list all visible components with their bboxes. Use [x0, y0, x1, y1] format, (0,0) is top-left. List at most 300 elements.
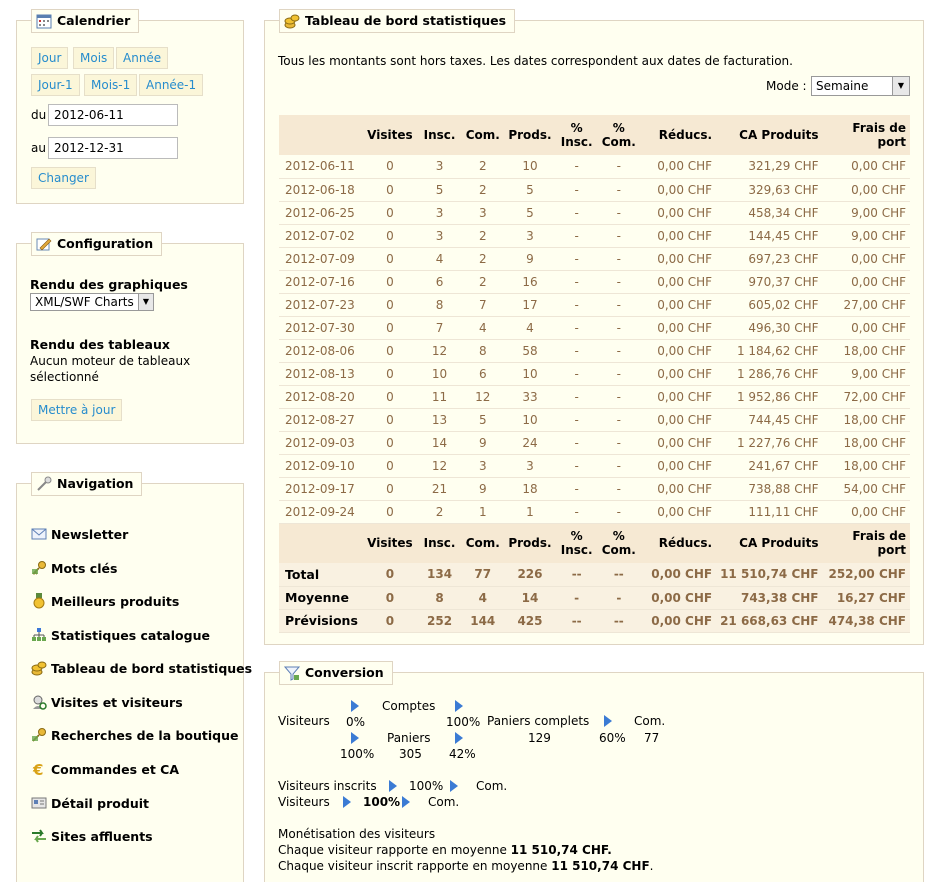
column-header-line: Insc.: [423, 536, 456, 551]
summary-cell: 0,00 CHF: [640, 609, 716, 632]
column-header-line: Insc.: [560, 543, 593, 558]
column-header-line: %: [570, 529, 583, 544]
mode-select[interactable]: [811, 76, 910, 96]
table-cell: -: [556, 293, 598, 316]
conversion-legend: [279, 661, 393, 685]
table-cell: 970,37 CHF: [716, 270, 822, 293]
table-cell: 27,00 CHF: [823, 293, 911, 316]
table-cell: 0: [362, 431, 418, 454]
summary-cell: --: [598, 609, 640, 632]
summary-cell: -: [598, 586, 640, 609]
summary-cell: 474,38 CHF: [823, 609, 911, 632]
column-header-line: Visites: [367, 536, 413, 551]
column-header: [418, 115, 461, 155]
column-header: [598, 115, 640, 155]
row-date: 2012-09-24: [279, 500, 362, 523]
dashboard-title: Tableau de bord statistiques: [305, 13, 507, 28]
registered-visitors-label: Visiteurs inscrits: [278, 779, 377, 793]
summary-cell: 11 510,74 CHF: [716, 563, 822, 586]
table-render-label: Rendu des tableaux: [30, 337, 170, 352]
table-cell: 8: [461, 339, 504, 362]
table-row: [279, 247, 910, 270]
stats-table: [279, 115, 910, 633]
table-cell: 2: [461, 178, 504, 201]
table-cell: 21: [418, 477, 461, 500]
table-cell: 144,45 CHF: [716, 224, 822, 247]
table-cell: 0,00 CHF: [823, 316, 911, 339]
monetization-line-1: [278, 843, 612, 857]
row-date: 2012-08-13: [279, 362, 362, 385]
monetization-text: Chaque visiteur rapporte en moyenne: [278, 843, 511, 857]
column-header: [461, 115, 504, 155]
arrow-right-icon: [351, 700, 359, 712]
table-cell: 0,00 CHF: [640, 178, 716, 201]
table-cell: 10: [504, 362, 555, 385]
previous-year-button[interactable]: Année-1: [139, 74, 203, 96]
conversion-title: Conversion: [305, 665, 384, 680]
table-cell: 0: [362, 339, 418, 362]
configuration-legend: [31, 232, 162, 256]
table-cell: 13: [418, 408, 461, 431]
table-cell: 0: [362, 247, 418, 270]
summary-cell: 252,00 CHF: [823, 563, 911, 586]
table-cell: -: [556, 316, 598, 339]
dashboard-legend: [279, 9, 515, 33]
summary-cell: 14: [504, 586, 555, 609]
from-label: du: [31, 108, 47, 122]
table-cell: 9: [504, 247, 555, 270]
summary-cell: 743,38 CHF: [716, 586, 822, 609]
visitors-to-carts-rate: 100%: [340, 747, 375, 761]
nav-item-label: Mots clés: [51, 560, 118, 576]
table-cell: -: [598, 201, 640, 224]
table-row: [279, 270, 910, 293]
calendar-legend: [31, 9, 139, 33]
table-cell: 6: [461, 362, 504, 385]
table-cell: 5: [504, 201, 555, 224]
summary-cell: 425: [504, 609, 555, 632]
table-render-note-2: sélectionné: [30, 370, 99, 384]
navigation-title: Navigation: [57, 476, 134, 491]
chevron-down-icon: ▼: [892, 77, 909, 95]
monetization-period: .: [649, 859, 654, 873]
column-header-line: Prods.: [508, 128, 552, 142]
summary-cell: 8: [418, 586, 461, 609]
column-header: [362, 523, 418, 563]
month-button[interactable]: Mois: [73, 47, 114, 69]
configuration-title: Configuration: [57, 236, 154, 251]
table-cell: 0,00 CHF: [640, 431, 716, 454]
row-date: 2012-08-20: [279, 385, 362, 408]
carts-label: Paniers: [387, 731, 431, 745]
table-cell: -: [598, 408, 640, 431]
table-cell: 0,00 CHF: [640, 270, 716, 293]
column-header: [823, 115, 911, 155]
to-date-input[interactable]: [48, 137, 178, 159]
accounts-rate: 0%: [346, 715, 366, 729]
table-cell: -: [598, 477, 640, 500]
table-cell: 7: [418, 316, 461, 339]
calendar-panel: [16, 13, 244, 204]
summary-cell: 21 668,63 CHF: [716, 609, 822, 632]
arrow-right-icon: [604, 715, 612, 727]
table-cell: -: [556, 454, 598, 477]
column-header: [640, 523, 716, 563]
table-cell: 3: [461, 201, 504, 224]
table-cell: -: [556, 247, 598, 270]
table-cell: 5: [418, 178, 461, 201]
table-cell: 10: [504, 155, 555, 178]
table-cell: 0: [362, 316, 418, 339]
carts-to-full-rate: 42%: [449, 747, 476, 761]
summary-cell: 4: [461, 586, 504, 609]
row-date: 2012-08-27: [279, 408, 362, 431]
table-cell: 0,00 CHF: [640, 454, 716, 477]
table-cell: 0,00 CHF: [640, 224, 716, 247]
accounts-label: Comptes: [382, 699, 436, 713]
table-cell: -: [556, 270, 598, 293]
key-icon: [31, 560, 47, 576]
chevron-down-icon: ▼: [138, 294, 153, 310]
table-cell: 3: [418, 155, 461, 178]
column-header-line: %: [612, 529, 625, 544]
table-cell: 12: [461, 385, 504, 408]
table-row: [279, 201, 910, 224]
graph-render-label: Rendu des graphiques: [30, 277, 188, 292]
table-cell: -: [598, 339, 640, 362]
table-cell: -: [556, 408, 598, 431]
row-date: 2012-06-18: [279, 178, 362, 201]
table-row: [279, 500, 910, 523]
carts-value: 305: [399, 747, 422, 761]
column-header: [556, 523, 598, 563]
table-cell: -: [556, 500, 598, 523]
table-cell: 9: [461, 477, 504, 500]
table-cell: -: [598, 431, 640, 454]
summary-label: Total: [279, 563, 362, 586]
row-date: 2012-07-23: [279, 293, 362, 316]
graph-render-select[interactable]: [30, 293, 154, 311]
table-cell: 5: [461, 408, 504, 431]
arrow-right-icon: [351, 732, 359, 744]
table-row: [279, 385, 910, 408]
nav-item-label: Statistiques catalogue: [51, 627, 210, 643]
table-cell: -: [556, 362, 598, 385]
row-date: 2012-06-25: [279, 201, 362, 224]
funnel-icon: [284, 665, 300, 681]
monetization-text: Chaque visiteur inscrit rapporte en moyenne: [278, 859, 552, 873]
summary-row: [279, 586, 910, 609]
table-cell: 458,34 CHF: [716, 201, 822, 224]
table-row: [279, 454, 910, 477]
table-cell: 8: [418, 293, 461, 316]
arrow-right-icon: [450, 780, 458, 792]
table-cell: 0,00 CHF: [823, 500, 911, 523]
table-row: [279, 293, 910, 316]
table-cell: 0: [362, 178, 418, 201]
table-cell: 0: [362, 385, 418, 408]
visitor-icon: [31, 694, 47, 710]
table-cell: 0,00 CHF: [640, 155, 716, 178]
table-cell: 329,63 CHF: [716, 178, 822, 201]
monetization-title: Monétisation des visiteurs: [278, 827, 436, 841]
table-cell: 111,11 CHF: [716, 500, 822, 523]
row-date: 2012-09-03: [279, 431, 362, 454]
column-header: [461, 523, 504, 563]
row-date: 2012-07-30: [279, 316, 362, 339]
search-key-icon: [31, 727, 47, 743]
summary-cell: --: [598, 563, 640, 586]
medal-icon: [31, 593, 47, 609]
table-cell: 18,00 CHF: [823, 408, 911, 431]
table-cell: -: [556, 385, 598, 408]
table-cell: 0: [362, 270, 418, 293]
visitors-label: Visiteurs: [278, 714, 330, 728]
column-header-line: Com.: [601, 135, 636, 149]
table-cell: -: [598, 385, 640, 408]
amounts-note: Tous les montants sont hors taxes. Les dates correspondent aux dates de facturation.: [278, 54, 793, 68]
table-cell: 9,00 CHF: [823, 201, 911, 224]
monetization-value: 11 510,74 CHF.: [510, 843, 612, 857]
table-cell: 0,00 CHF: [823, 155, 911, 178]
full-carts-value: 129: [528, 731, 551, 745]
table-cell: 744,45 CHF: [716, 408, 822, 431]
table-cell: 0: [362, 201, 418, 224]
table-cell: 0: [362, 224, 418, 247]
summary-row: [279, 609, 910, 632]
table-cell: 0,00 CHF: [640, 385, 716, 408]
table-cell: 0: [362, 362, 418, 385]
table-cell: 0: [362, 408, 418, 431]
nav-item-visits[interactable]: [31, 694, 183, 710]
table-cell: 18: [504, 477, 555, 500]
table-cell: 72,00 CHF: [823, 385, 911, 408]
table-cell: 16: [504, 270, 555, 293]
table-cell: 4: [461, 316, 504, 339]
monetization-line-2: [278, 859, 653, 873]
table-cell: 738,88 CHF: [716, 477, 822, 500]
column-header-line: Prods.: [508, 536, 552, 551]
conversion-panel: [264, 665, 924, 882]
table-cell: 2: [461, 224, 504, 247]
nav-item-newsletter[interactable]: [31, 526, 128, 542]
column-header-line: Insc.: [560, 135, 593, 149]
table-cell: 0: [362, 477, 418, 500]
coins-icon: [284, 13, 300, 29]
table-cell: 9,00 CHF: [823, 224, 911, 247]
table-cell: 3: [504, 454, 555, 477]
arrow-right-icon: [402, 796, 410, 808]
column-header-line: Com.: [601, 543, 636, 558]
column-header-line: %: [570, 121, 583, 135]
nav-item-product-detail[interactable]: [31, 795, 149, 811]
column-header-line: Frais de port: [852, 529, 906, 558]
column-header: [716, 523, 822, 563]
table-cell: -: [556, 178, 598, 201]
previous-month-button[interactable]: Mois-1: [84, 74, 137, 96]
nav-item-referrers[interactable]: [31, 828, 153, 844]
nav-item-keywords[interactable]: [31, 560, 117, 576]
calendar-title: Calendrier: [57, 13, 131, 28]
column-header-line: %: [612, 121, 625, 135]
summary-label: Moyenne: [279, 586, 362, 609]
column-header-line: CA Produits: [739, 128, 819, 142]
graph-render-value: XML/SWF Charts: [35, 295, 134, 309]
configuration-icon: [36, 236, 52, 252]
table-cell: 697,23 CHF: [716, 247, 822, 270]
table-cell: -: [556, 431, 598, 454]
column-header-line: Réducs.: [658, 128, 713, 142]
summary-row: [279, 563, 910, 586]
summary-cell: 0: [362, 563, 418, 586]
table-cell: 2: [418, 500, 461, 523]
table-cell: 12: [418, 339, 461, 362]
table-cell: 2: [461, 247, 504, 270]
navigation-legend: [31, 472, 142, 496]
table-cell: 0,00 CHF: [640, 339, 716, 362]
column-header-line: Insc.: [423, 128, 456, 142]
table-cell: -: [598, 155, 640, 178]
row-date: 2012-06-11: [279, 155, 362, 178]
table-cell: -: [598, 316, 640, 339]
column-header-line: Visites: [367, 128, 413, 142]
table-cell: 0: [362, 500, 418, 523]
table-cell: 0,00 CHF: [640, 201, 716, 224]
euro-icon: [31, 761, 47, 777]
table-row: [279, 477, 910, 500]
table-cell: 605,02 CHF: [716, 293, 822, 316]
table-cell: 0,00 CHF: [640, 293, 716, 316]
table-cell: -: [598, 247, 640, 270]
nav-item-label: Détail produit: [51, 795, 149, 811]
day-button[interactable]: Jour: [31, 47, 68, 69]
column-header: [823, 523, 911, 563]
table-cell: 11: [418, 385, 461, 408]
to-label: au: [31, 141, 46, 155]
column-header: [504, 523, 555, 563]
nav-item-label: Meilleurs produits: [51, 593, 180, 609]
table-cell: 0,00 CHF: [640, 477, 716, 500]
table-row: [279, 362, 910, 385]
update-button[interactable]: Mettre à jour: [31, 399, 122, 421]
table-cell: 12: [418, 454, 461, 477]
table-cell: 18,00 CHF: [823, 431, 911, 454]
table-render-note-1: Aucun moteur de tableaux: [30, 354, 191, 368]
table-row: [279, 408, 910, 431]
table-cell: 10: [504, 408, 555, 431]
table-cell: 18,00 CHF: [823, 454, 911, 477]
table-cell: 0: [362, 155, 418, 178]
table-cell: 1 952,86 CHF: [716, 385, 822, 408]
orders-label: Com.: [634, 714, 666, 728]
column-header-line: Frais de port: [852, 121, 906, 149]
mode-label: Mode :: [766, 79, 807, 93]
table-cell: 0,00 CHF: [823, 178, 911, 201]
table-cell: 1 227,76 CHF: [716, 431, 822, 454]
summary-cell: 0: [362, 609, 418, 632]
change-button[interactable]: Changer: [31, 167, 96, 189]
arrow-right-icon: [455, 732, 463, 744]
dashboard-panel: [264, 13, 924, 645]
table-cell: 0,00 CHF: [640, 500, 716, 523]
nav-item-best-products[interactable]: [31, 593, 179, 609]
coins-icon: [31, 660, 47, 676]
product-icon: [31, 795, 47, 811]
summary-cell: 0: [362, 586, 418, 609]
envelope-icon: [31, 526, 47, 542]
navigation-icon: [36, 476, 52, 492]
table-cell: 1: [461, 500, 504, 523]
navigation-panel: [16, 476, 253, 882]
from-date-input[interactable]: [48, 104, 178, 126]
table-cell: -: [598, 500, 640, 523]
stats-header-row: [279, 115, 910, 155]
table-cell: 0,00 CHF: [640, 316, 716, 339]
tree-icon: [31, 627, 47, 643]
nav-item-shop-searches[interactable]: [31, 727, 239, 743]
nav-item-label: Recherches de la boutique: [51, 727, 239, 743]
column-header: [556, 115, 598, 155]
table-cell: 0: [362, 454, 418, 477]
nav-item-catalog-stats[interactable]: [31, 627, 210, 643]
summary-cell: 77: [461, 563, 504, 586]
orders-value: 77: [644, 731, 660, 745]
column-header-line: CA Produits: [739, 536, 819, 551]
arrow-right-icon: [389, 780, 397, 792]
table-cell: 1 184,62 CHF: [716, 339, 822, 362]
table-cell: -: [556, 224, 598, 247]
table-cell: 3: [418, 201, 461, 224]
table-cell: 0: [362, 293, 418, 316]
summary-cell: --: [556, 609, 598, 632]
svg-text:€: €: [33, 761, 44, 777]
table-cell: -: [598, 224, 640, 247]
table-cell: 4: [504, 316, 555, 339]
mode-value: Semaine: [816, 79, 869, 93]
column-header-line: Com.: [465, 128, 500, 142]
nav-item-stats-dashboard[interactable]: [31, 660, 252, 676]
table-cell: 3: [418, 224, 461, 247]
table-cell: -: [556, 339, 598, 362]
nav-item-label: Sites affluents: [51, 828, 153, 844]
table-cell: 18,00 CHF: [823, 339, 911, 362]
row-date: 2012-08-06: [279, 339, 362, 362]
row-date: 2012-09-17: [279, 477, 362, 500]
accounts-to-carts-rate: 100%: [446, 715, 481, 729]
table-cell: 1 286,76 CHF: [716, 362, 822, 385]
row-date: 2012-07-02: [279, 224, 362, 247]
table-cell: 58: [504, 339, 555, 362]
table-cell: 0,00 CHF: [640, 408, 716, 431]
nav-item-label: Commandes et CA: [51, 761, 180, 777]
column-header: [598, 523, 640, 563]
year-button[interactable]: Année: [116, 47, 168, 69]
nav-item-orders[interactable]: [31, 761, 179, 777]
table-cell: 6: [418, 270, 461, 293]
column-header-line: Réducs.: [658, 536, 713, 551]
table-row: [279, 178, 910, 201]
table-cell: 241,67 CHF: [716, 454, 822, 477]
column-header: [504, 115, 555, 155]
visitors-line-label: Visiteurs: [278, 795, 330, 809]
table-cell: 7: [461, 293, 504, 316]
nav-item-label: Tableau de bord statistiques: [51, 660, 253, 676]
table-cell: -: [598, 178, 640, 201]
column-header: [640, 115, 716, 155]
summary-cell: 0,00 CHF: [640, 586, 716, 609]
previous-day-button[interactable]: Jour-1: [31, 74, 80, 96]
arrow-right-icon: [343, 796, 351, 808]
